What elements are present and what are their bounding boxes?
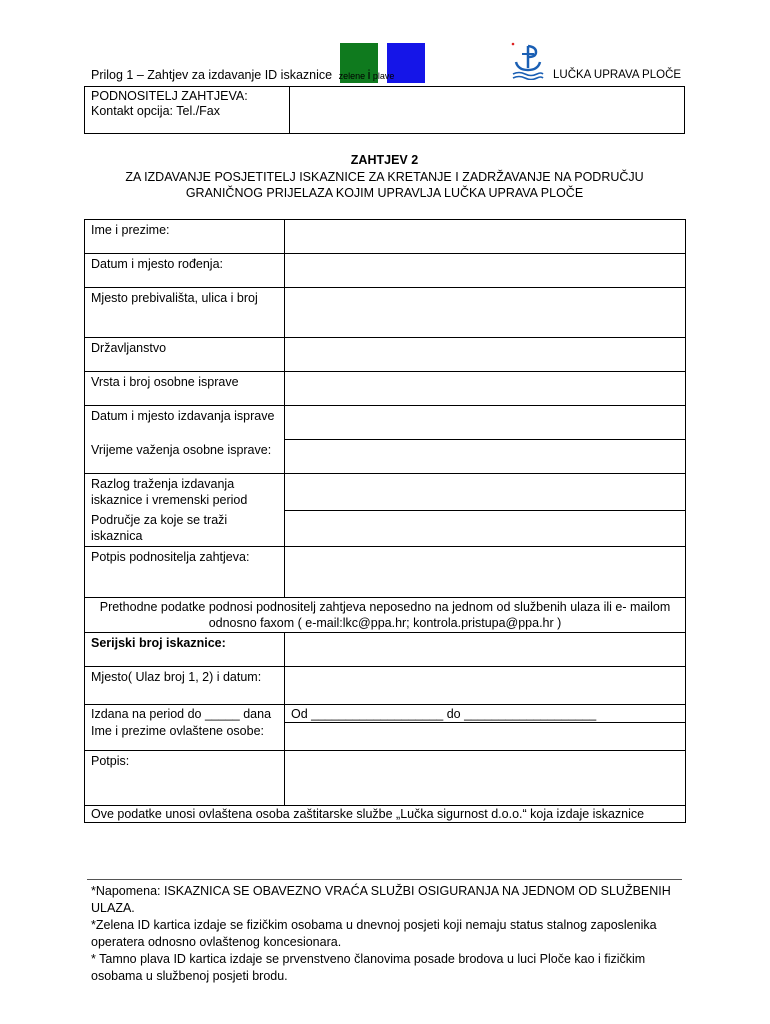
green-label: zelene xyxy=(338,71,366,81)
birth-label: Datum i mjesto rođenja: xyxy=(85,254,285,288)
reason-label: Razlog traženja izdavanja iskaznice i vremenski period xyxy=(85,474,285,511)
officer-signature-label: Potpis: xyxy=(85,751,285,806)
serial-number-field[interactable] xyxy=(285,633,686,667)
applicant-signature-field[interactable] xyxy=(285,547,686,598)
form-title: ZAHTJEV 2 xyxy=(350,153,419,167)
notes xyxy=(91,883,691,985)
residence-label: Mjesto prebivališta, ulica i broj xyxy=(85,288,285,338)
note-blue-card: * Tamno plava ID kartica izdaje se prvenstveno članovima posade brodova u luci Ploče kao i fizičkim osobama u službenoj posjeti brodu. xyxy=(91,952,646,983)
entry-place-date-label: Mjesto( Ulaz broj 1, 2) i datum: xyxy=(85,667,285,705)
issue-place-date-field[interactable] xyxy=(285,406,686,440)
name-label: Ime i prezime: xyxy=(85,220,285,254)
header-prefix: Prilog 1 – Zahtjev za izdavanje ID iskaznice xyxy=(91,68,333,82)
validity-label: Vrijeme važenja osobne isprave: xyxy=(85,440,285,474)
subtitle-line-1: ZA IZDAVANJE POSJETITELJ ISKAZNICE ZA KRETANJE I ZADRŽAVANJE NA PODRUČJU xyxy=(125,170,644,184)
entry-place-date-field[interactable] xyxy=(285,667,686,705)
reason-field[interactable] xyxy=(285,474,686,511)
area-field[interactable] xyxy=(285,510,686,547)
applicant-signature-label: Potpis podnositelja zahtjeva: xyxy=(85,547,285,598)
connector: i xyxy=(367,68,371,82)
application-form-table xyxy=(84,219,686,823)
officer-name-label: Ime i prezime ovlaštene osobe: xyxy=(85,723,285,751)
subtitle-line-2: GRANIČNOG PRIJELAZA KOJIM UPRAVLJA LUČKA UPRAVA PLOČE xyxy=(185,186,584,200)
birth-field[interactable] xyxy=(285,254,686,288)
period-range-field[interactable]: Od ___________________ do ___________________ xyxy=(285,705,686,723)
issue-place-date-label: Datum i mjesto izdavanja isprave xyxy=(85,406,285,440)
form-subtitle xyxy=(84,169,685,201)
notes-divider xyxy=(87,879,682,880)
citizenship-field[interactable] xyxy=(285,338,686,372)
validity-field[interactable] xyxy=(285,440,686,474)
issued-period-label: Izdana na period do _____ dana xyxy=(85,705,285,723)
applicant-label: PODNOSITELJ ZAHTJEVA: xyxy=(91,89,248,103)
officer-name-field[interactable] xyxy=(285,723,686,751)
note-green-card: *Zelena ID kartica izdaje se fizičkim osobama u dnevnoj posjeti koji nemaju status stalnog zaposlenika operatera odnosno ovlaštenog koncesionara. xyxy=(91,918,657,949)
authority-name: LUČKA UPRAVA PLOČE xyxy=(553,69,682,81)
officer-signature-field[interactable] xyxy=(285,751,686,806)
note-return: *Napomena: ISKAZNICA SE OBAVEZNO VRAĆA SLUŽBI OSIGURANJA NA JEDNOM OD SLUŽBENIH ULAZA. xyxy=(91,884,671,915)
id-document-label: Vrsta i broj osobne isprave xyxy=(85,372,285,406)
blue-label: plave xyxy=(372,71,395,81)
area-label: Područje za koje se traži iskaznica xyxy=(85,510,285,547)
official-notice: Ove podatke unosi ovlaštena osoba zaštitarske službe „Lučka sigurnost d.o.o.“ koja izdaje iskaznice xyxy=(85,806,686,823)
name-field[interactable] xyxy=(285,220,686,254)
residence-field[interactable] xyxy=(285,288,686,338)
applicant-box xyxy=(84,86,685,134)
submission-notice: Prethodne podatke podnosi podnositelj zahtjeva neposedno na jednom od službenih ulaza ili e- mailom odnosno faxom ( e-mail:lkc@ppa.hr; kontrola.pristupa@ppa.hr ) xyxy=(85,598,686,633)
id-document-field[interactable] xyxy=(285,372,686,406)
applicant-label-cell xyxy=(85,87,290,133)
port-authority-logo-icon xyxy=(510,40,546,80)
header-line xyxy=(91,68,393,82)
serial-number-label: Serijski broj iskaznice: xyxy=(85,633,285,667)
contact-option-label: Kontakt opcija: Tel./Fax xyxy=(91,104,221,118)
citizenship-label: Državljanstvo xyxy=(85,338,285,372)
